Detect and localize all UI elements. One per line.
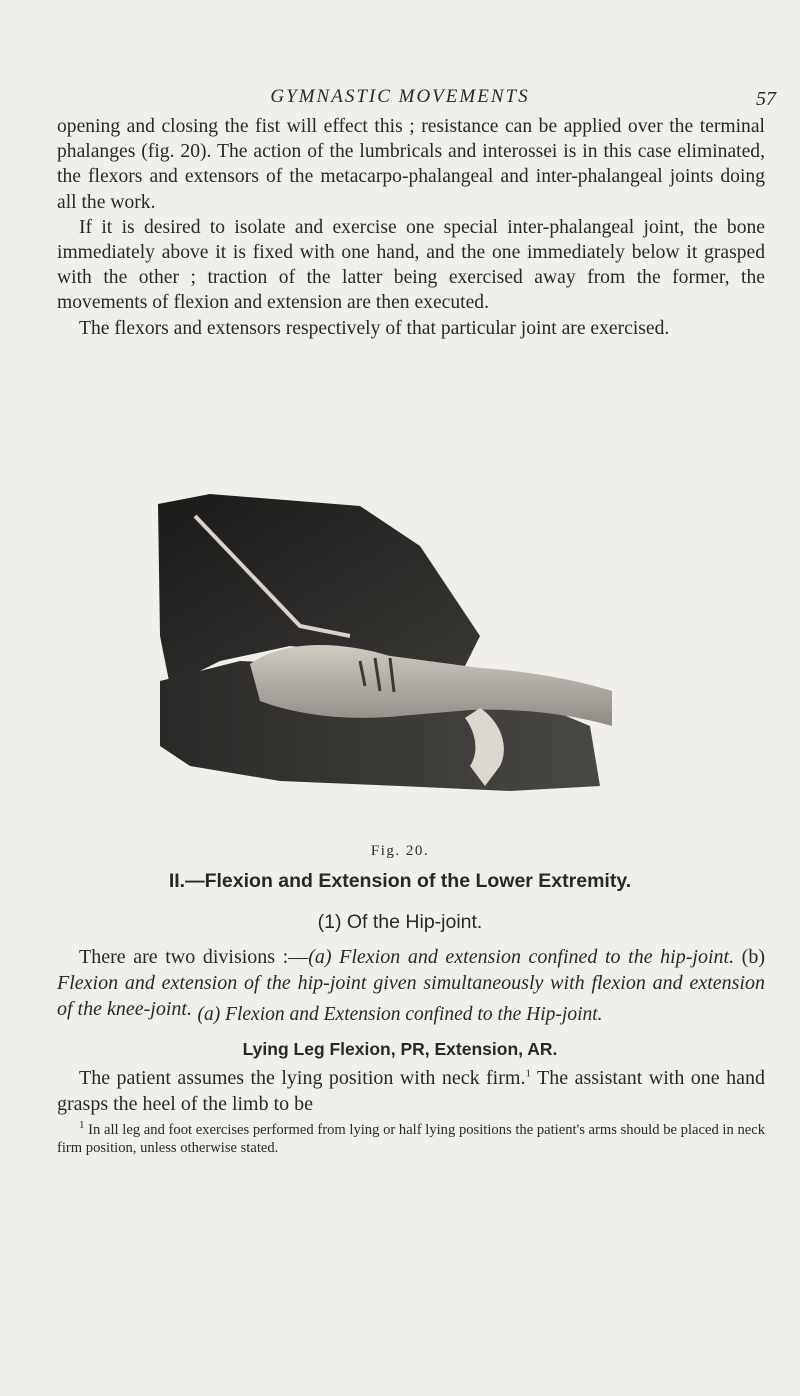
subsection-italic-heading: (a) Flexion and Extension confined to the Hip-joint.	[197, 1004, 603, 1025]
page-number: 57	[756, 88, 776, 110]
paragraph: opening and closing the fist will effect this ; resistance can be applied over the terminal phalanges (fig. 20). The action of the lumbricals and interossei is in this case eliminated, the flexors and extensors of the metacarpo-phalangeal and inter-phalangeal joints doing all the work.	[57, 116, 765, 213]
figure-caption: Fig. 20.	[370, 843, 430, 859]
paragraph: If it is desired to isolate and exercise one special inter-phalangeal joint, the bone immediately above it is fixed with one hand, and the one immediately below it grasped with the other ; traction of the latter being exercised away from the former, the movements of flexion and extension are then executed.	[57, 216, 765, 314]
paragraph: The flexors and extensors respectively of that particular joint are exercised.	[79, 317, 670, 339]
exercise-paragraph	[57, 1066, 765, 1117]
division-a-label: (a)	[308, 946, 340, 968]
exercise-text: The patient assumes the lying position with neck firm.	[79, 1067, 526, 1089]
running-head-title: GYMNASTIC MOVEMENTS	[270, 86, 530, 107]
divisions-intro: There are two divisions :—	[79, 946, 309, 968]
subsection-heading: (1) Of the Hip-joint.	[317, 911, 483, 933]
exercise-text-continued: The assistant with one hand grasps the heel of the limb to be	[57, 1067, 765, 1115]
exercise-title: Lying Leg Flexion, PR, Extension, AR.	[242, 1039, 558, 1059]
footnote-text: In all leg and foot exercises performed from lying or half lying positions the patient's arms should be placed in neck firm position, unless otherwise stated.	[57, 1122, 765, 1156]
body-text	[57, 114, 765, 341]
footnote-reference: 1	[525, 1067, 531, 1080]
division-b-label: (b)	[734, 946, 765, 968]
hand-exercise-illustration	[150, 486, 620, 821]
footnote-mark: 1	[79, 1119, 85, 1132]
figure-hand-exercise-photo	[150, 486, 620, 821]
section-heading: II.—Flexion and Extension of the Lower Extremity.	[168, 870, 632, 892]
division-b-text: Flexion and extension of the hip-joint given simultaneously with flexion and extension of the knee-joint.	[57, 972, 765, 1020]
division-a-text: Flexion and extension confined to the hip-joint.	[339, 946, 735, 968]
footnote	[57, 1119, 765, 1157]
